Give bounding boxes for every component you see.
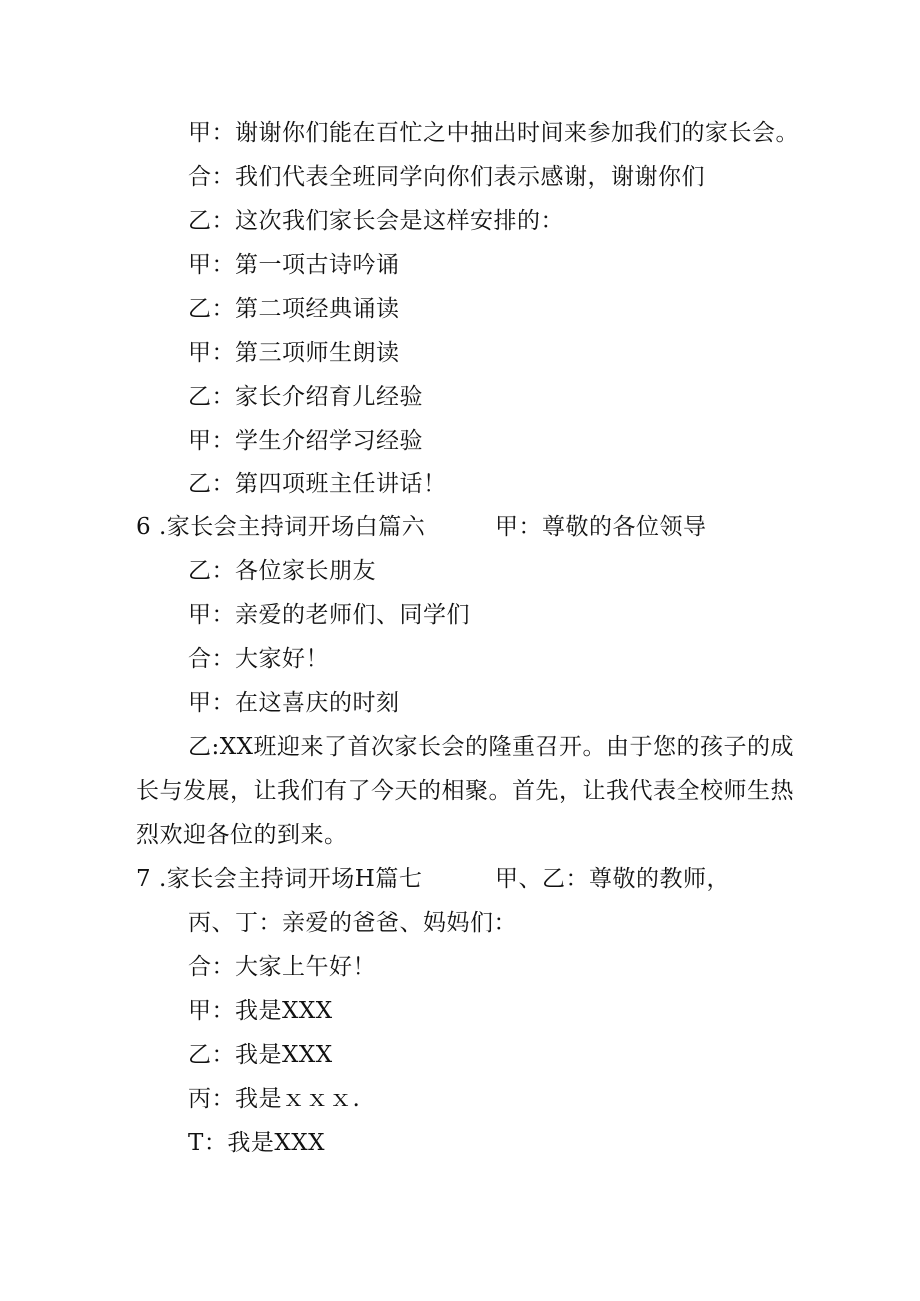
- script-line: 甲：学生介绍学习经验: [188, 428, 423, 454]
- script-line: 甲：我是XXX: [188, 998, 333, 1024]
- paragraph-line: 长与发展，让我们有了今天的相聚。首先，让我代表全校师生热: [136, 778, 794, 804]
- script-line: 乙：我是XXX: [188, 1042, 333, 1068]
- script-line: 乙：第四项班主任讲话！: [188, 471, 447, 497]
- section-6-row: [136, 512, 836, 542]
- script-line: 丙：我是ｘｘｘ.: [188, 1086, 361, 1112]
- script-line: 丙、丁：亲爱的爸爸、妈妈们：: [188, 910, 517, 936]
- script-line: 合：大家上午好！: [188, 954, 376, 980]
- section-7-row: [136, 864, 836, 894]
- script-line: T：我是XXX: [188, 1130, 325, 1156]
- paragraph-line: 烈欢迎各位的到来。: [136, 822, 348, 848]
- script-line: 合：大家好！: [188, 646, 329, 672]
- script-line: 甲：谢谢你们能在百忙之中抽出时间来参加我们的家长会。: [188, 120, 799, 146]
- script-line: 乙：各位家长朋友: [188, 558, 376, 584]
- script-line: 合：我们代表全班同学向你们表示感谢，谢谢你们: [188, 164, 705, 190]
- script-line: 甲：在这喜庆的时刻: [188, 690, 400, 716]
- script-line: 乙：家长介绍育儿经验: [188, 384, 423, 410]
- script-line: 甲：第一项古诗吟诵: [188, 252, 400, 278]
- script-line: 甲：亲爱的老师们、同学们: [188, 602, 470, 628]
- section-7-first-line: 甲、乙：尊敬的教师，: [495, 866, 730, 892]
- section-6-heading: 6 .家长会主持词开场白篇六: [136, 514, 426, 540]
- script-line: 甲：第三项师生朗读: [188, 340, 400, 366]
- script-line: 乙：第二项经典诵读: [188, 296, 400, 322]
- paragraph-line: 乙:XX班迎来了首次家长会的隆重召开。由于您的孩子的成: [188, 734, 794, 760]
- section-7-heading: 7 .家长会主持词开场H篇七: [136, 866, 423, 892]
- script-line: 乙：这次我们家长会是这样安排的：: [188, 208, 564, 234]
- section-6-first-line: 甲：尊敬的各位领导: [495, 514, 707, 540]
